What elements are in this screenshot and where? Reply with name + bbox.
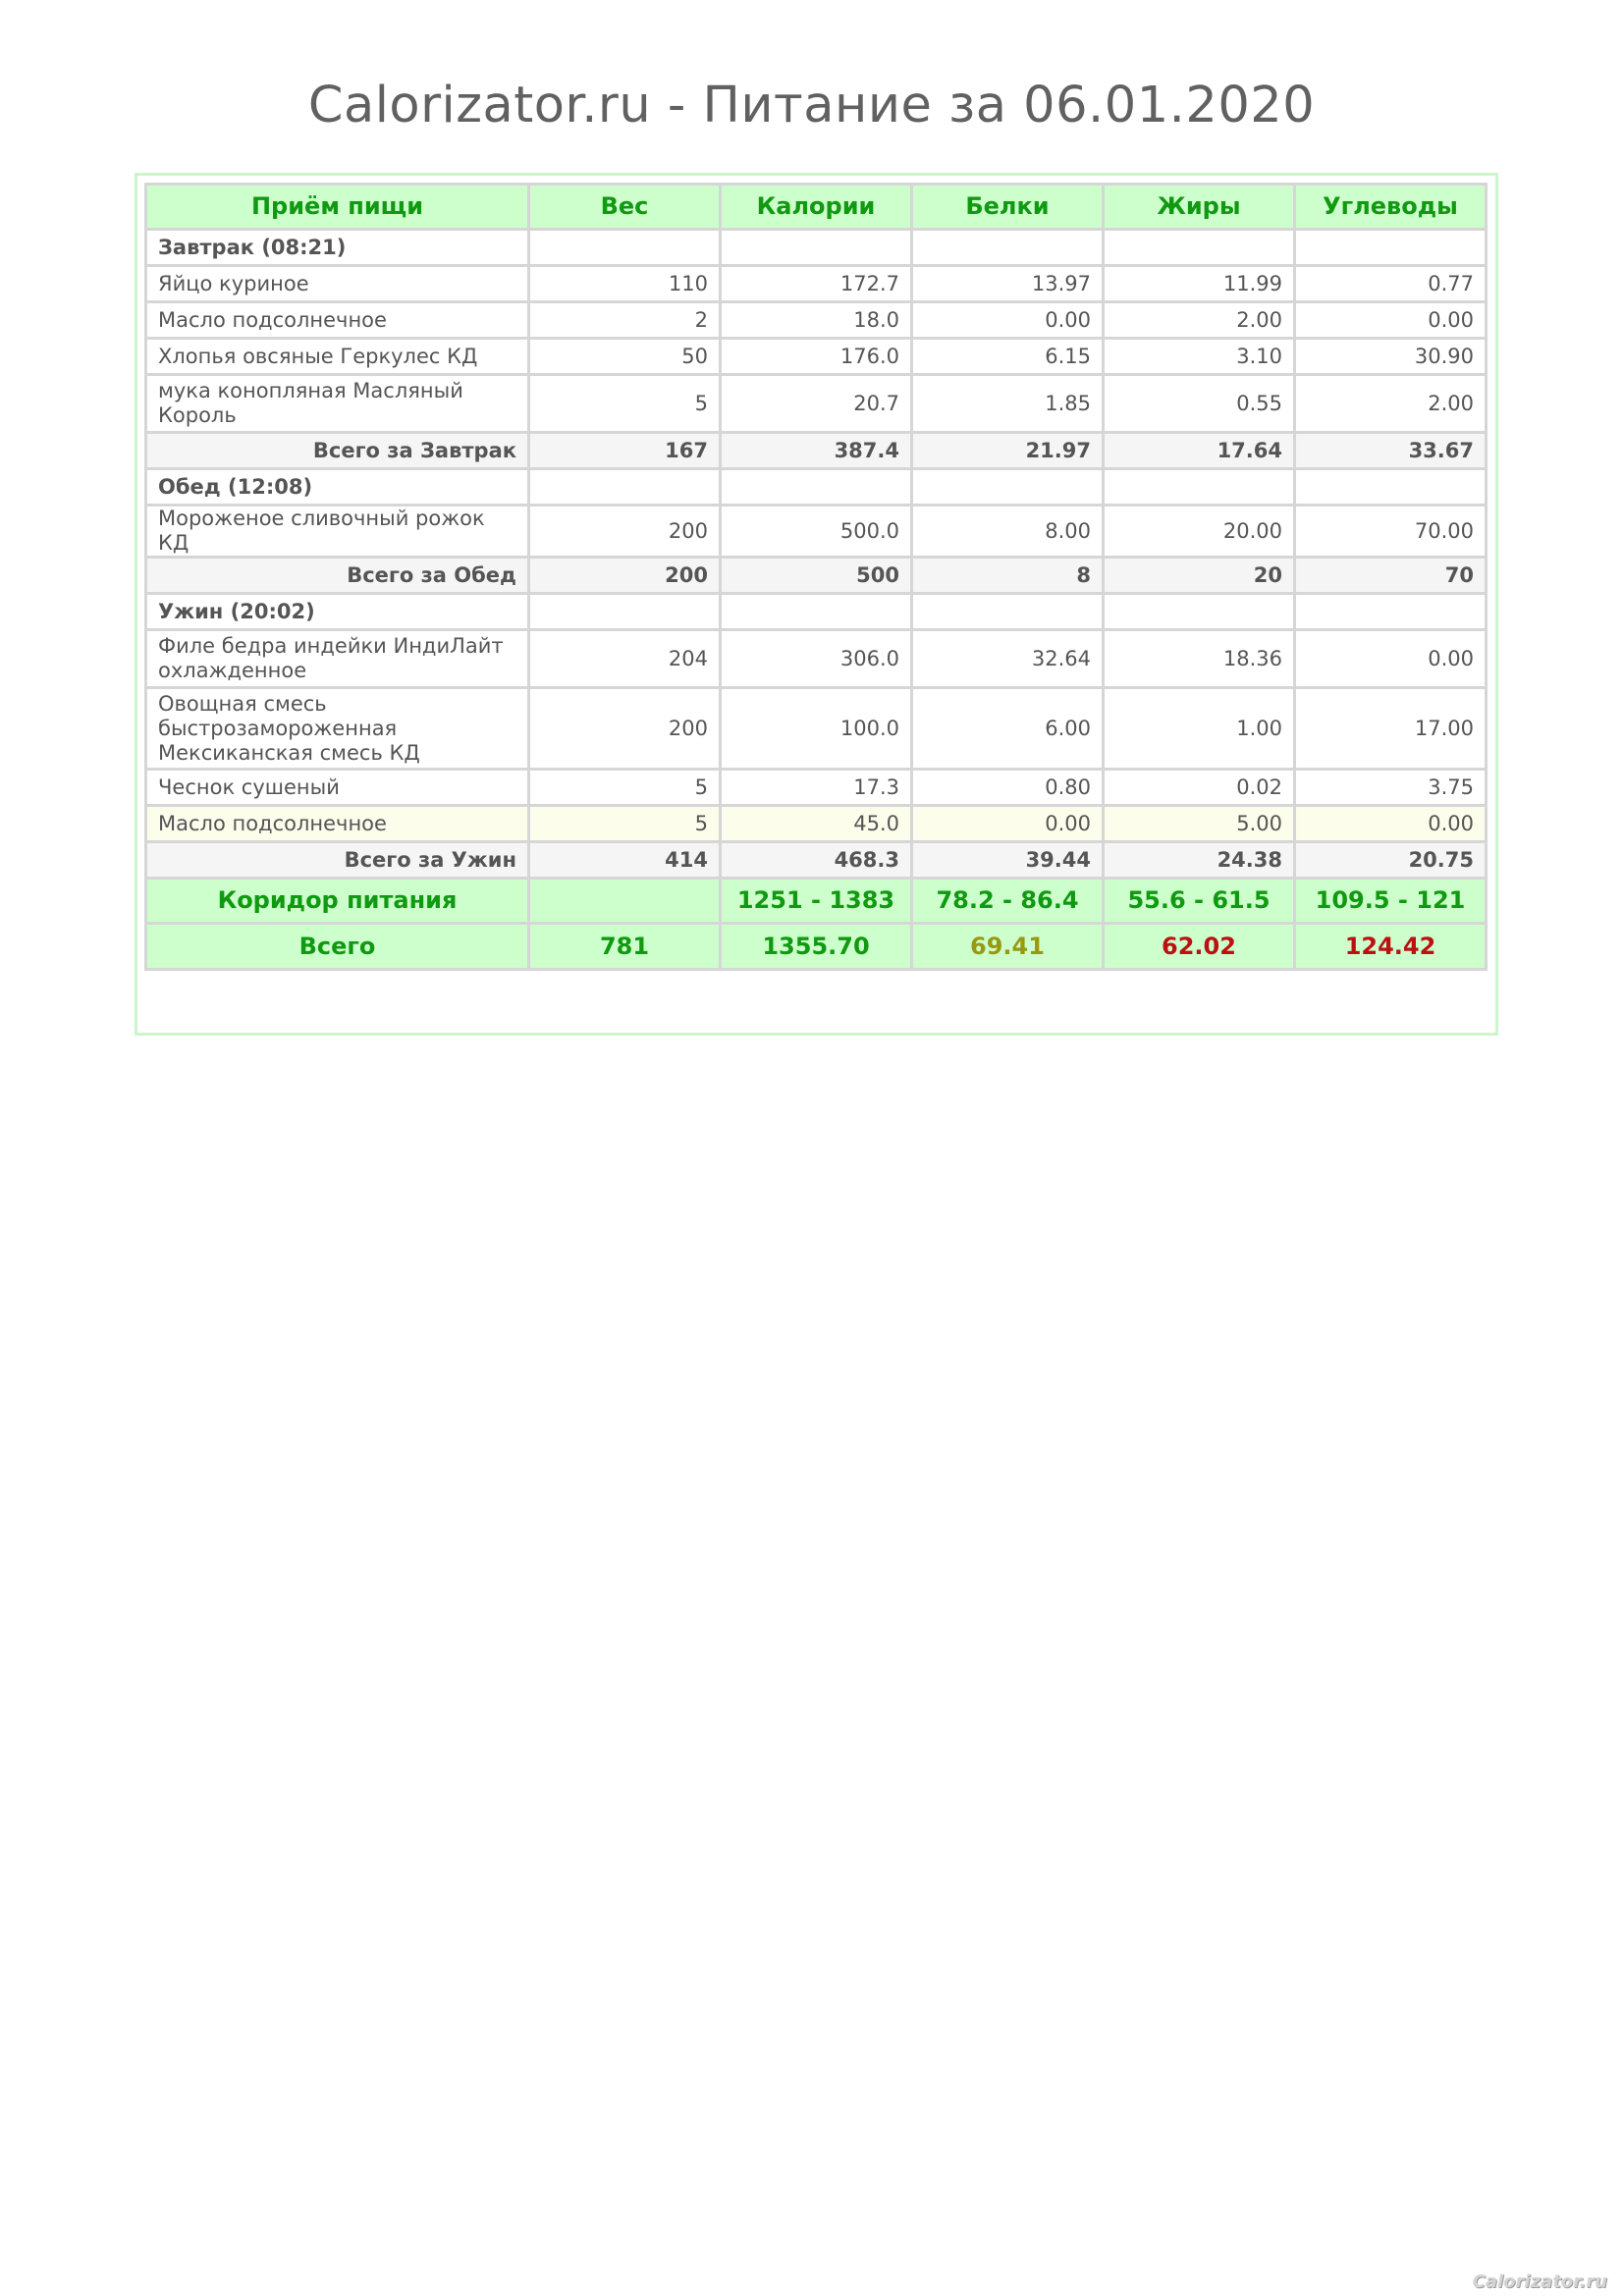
food-name: Мороженое сливочный рожок КД: [146, 506, 529, 558]
grand-total-carbs: 124.42: [1295, 924, 1487, 970]
food-name: Масло подсолнечное: [146, 806, 529, 842]
food-carbs: 0.00: [1295, 630, 1487, 688]
grand-total-weight: 781: [529, 924, 721, 970]
total-calories: 500: [721, 558, 912, 594]
nutrition-table: [144, 183, 1488, 971]
food-carbs: 2.00: [1295, 375, 1487, 433]
food-calories: 172.7: [721, 266, 912, 302]
food-row: [146, 266, 1487, 302]
food-protein: 13.97: [912, 266, 1104, 302]
food-protein: 6.15: [912, 339, 1104, 375]
food-weight: 5: [529, 806, 721, 842]
food-weight: 5: [529, 375, 721, 433]
food-fat: 20.00: [1104, 506, 1295, 558]
corridor-carbs: 109.5 - 121: [1295, 879, 1487, 924]
total-calories: 468.3: [721, 842, 912, 879]
page-title: Calorizator.ru - Питание за 06.01.2020: [307, 77, 1316, 134]
food-carbs: 0.00: [1295, 806, 1487, 842]
food-carbs: 17.00: [1295, 688, 1487, 770]
food-protein: 0.00: [912, 302, 1104, 339]
watermark-logo: Calorizator.ru: [1472, 2271, 1607, 2292]
food-protein: 8.00: [912, 506, 1104, 558]
total-carbs: 33.67: [1295, 433, 1487, 469]
header-carbs: Углеводы: [1295, 185, 1487, 230]
meal-header-row: [146, 594, 1487, 630]
grand-total-calories: 1355.70: [721, 924, 912, 970]
header-fat: Жиры: [1104, 185, 1295, 230]
total-fat: 20: [1104, 558, 1295, 594]
total-weight: 167: [529, 433, 721, 469]
food-carbs: 3.75: [1295, 770, 1487, 806]
grand-total-label: Всего: [146, 924, 529, 970]
food-calories: 176.0: [721, 339, 912, 375]
food-row: [146, 630, 1487, 688]
food-calories: 500.0: [721, 506, 912, 558]
total-fat: 24.38: [1104, 842, 1295, 879]
corridor-protein: 78.2 - 86.4: [912, 879, 1104, 924]
food-protein: 1.85: [912, 375, 1104, 433]
total-weight: 414: [529, 842, 721, 879]
food-row: [146, 506, 1487, 558]
food-name: Масло подсолнечное: [146, 302, 529, 339]
food-carbs: 30.90: [1295, 339, 1487, 375]
food-fat: 5.00: [1104, 806, 1295, 842]
total-weight: 200: [529, 558, 721, 594]
food-protein: 0.80: [912, 770, 1104, 806]
food-carbs: 70.00: [1295, 506, 1487, 558]
header-meal: Приём пищи: [146, 185, 529, 230]
meal-label: Обед (12:08): [146, 469, 529, 506]
food-calories: 45.0: [721, 806, 912, 842]
food-name: Овощная смесь быстрозамороженная Мексиканская смесь КД: [146, 688, 529, 770]
total-fat: 17.64: [1104, 433, 1295, 469]
food-row: [146, 770, 1487, 806]
food-fat: 1.00: [1104, 688, 1295, 770]
food-row: [146, 339, 1487, 375]
food-row: [146, 688, 1487, 770]
food-fat: 0.55: [1104, 375, 1295, 433]
food-calories: 18.0: [721, 302, 912, 339]
food-weight: 204: [529, 630, 721, 688]
meal-total-label: Всего за Обед: [146, 558, 529, 594]
food-carbs: 0.77: [1295, 266, 1487, 302]
food-weight: 200: [529, 688, 721, 770]
header-protein: Белки: [912, 185, 1104, 230]
food-calories: 20.7: [721, 375, 912, 433]
nutrition-corridor-row: [146, 879, 1487, 924]
food-fat: 11.99: [1104, 266, 1295, 302]
meal-total-row: [146, 433, 1487, 469]
food-fat: 0.02: [1104, 770, 1295, 806]
corridor-weight: [529, 879, 721, 924]
corridor-label: Коридор питания: [146, 879, 529, 924]
food-weight: 200: [529, 506, 721, 558]
food-protein: 0.00: [912, 806, 1104, 842]
food-calories: 100.0: [721, 688, 912, 770]
total-protein: 39.44: [912, 842, 1104, 879]
food-fat: 3.10: [1104, 339, 1295, 375]
meal-total-row: [146, 558, 1487, 594]
total-protein: 8: [912, 558, 1104, 594]
food-weight: 2: [529, 302, 721, 339]
food-row: [146, 302, 1487, 339]
food-weight: 50: [529, 339, 721, 375]
header-weight: Вес: [529, 185, 721, 230]
total-carbs: 20.75: [1295, 842, 1487, 879]
food-protein: 32.64: [912, 630, 1104, 688]
food-protein: 6.00: [912, 688, 1104, 770]
meal-header-row: [146, 230, 1487, 266]
meal-total-label: Всего за Завтрак: [146, 433, 529, 469]
meal-header-row: [146, 469, 1487, 506]
food-name: Хлопья овсяные Геркулес КД: [146, 339, 529, 375]
grand-total-row: [146, 924, 1487, 970]
food-name: Яйцо куриное: [146, 266, 529, 302]
meal-total-row: [146, 842, 1487, 879]
food-name: мука конопляная Масляный Король: [146, 375, 529, 433]
food-fat: 2.00: [1104, 302, 1295, 339]
header-calories: Калории: [721, 185, 912, 230]
food-fat: 18.36: [1104, 630, 1295, 688]
food-weight: 5: [529, 770, 721, 806]
food-carbs: 0.00: [1295, 302, 1487, 339]
meal-label: Завтрак (08:21): [146, 230, 529, 266]
header-row: [146, 185, 1487, 230]
food-row-highlighted: [146, 806, 1487, 842]
corridor-calories: 1251 - 1383: [721, 879, 912, 924]
grand-total-fat: 62.02: [1104, 924, 1295, 970]
total-calories: 387.4: [721, 433, 912, 469]
meal-label: Ужин (20:02): [146, 594, 529, 630]
meal-total-label: Всего за Ужин: [146, 842, 529, 879]
food-row: [146, 375, 1487, 433]
grand-total-protein: 69.41: [912, 924, 1104, 970]
food-name: Чеснок сушеный: [146, 770, 529, 806]
food-calories: 306.0: [721, 630, 912, 688]
food-calories: 17.3: [721, 770, 912, 806]
total-carbs: 70: [1295, 558, 1487, 594]
food-name: Филе бедра индейки ИндиЛайт охлажденное: [146, 630, 529, 688]
total-protein: 21.97: [912, 433, 1104, 469]
food-weight: 110: [529, 266, 721, 302]
corridor-fat: 55.6 - 61.5: [1104, 879, 1295, 924]
